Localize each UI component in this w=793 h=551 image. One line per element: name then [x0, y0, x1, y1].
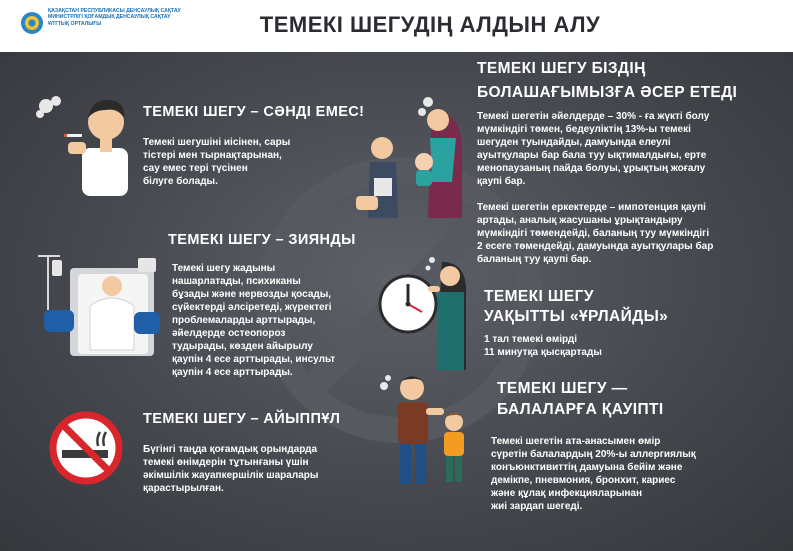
- children-heading: [497, 378, 664, 420]
- children-text: Темекі шегетін ата-анасымен өмір сүретін балалардың 20%-ы аллергиялық конъюнктивиттің дамуына бейім және демікпе, пневмония, бронхит, кариес және құлақ инфекцияларынан жиі зардап шегеді.: [491, 436, 696, 512]
- time-heading-line-2: УАҚЫТТЫ «ҰРЛАЙДЫ»: [484, 308, 669, 325]
- future-women-text: Темекі шегетін әйелдерде – 30% - ға жүкті болу мүмкіндігі төмен, бедеуліктің 13%-ы темекі шегуден туындайды, дамуында елеулі ауытқулары бар бала туу ықтималдығы, ерте менопаузаның пайда болуы, ұрықтың жоғалу қаупі бар.: [477, 111, 710, 187]
- ministry-text: ҚАЗАҚСТАН РЕСПУБЛИКАСЫ ДЕНСАУЛЫҚ САҚТАУ МИНИСТРЛІГІ ҚОҒАМДЫҚ ДЕНСАУЛЫҚ САҚТАУ ҰЛТТЫҚ ОРТАЛЫҒЫ: [48, 8, 181, 27]
- children-heading-line-1: ТЕМЕКІ ШЕГУ —: [497, 380, 628, 397]
- harmful-heading: ТЕМЕКІ ШЕГУ – ЗИЯНДЫ: [168, 232, 356, 248]
- father-child-illustration: [374, 370, 480, 490]
- no-smoking-icon: [48, 410, 124, 486]
- not-fashion-heading: ТЕМЕКІ ШЕГУ – СӘНДІ ЕМЕС!: [143, 104, 365, 120]
- pregnant-woman-family-illustration: [352, 92, 470, 220]
- time-heading-line-1: ТЕМЕКІ ШЕГУ: [484, 288, 594, 305]
- time-heading: [484, 287, 668, 327]
- future-heading: [477, 57, 737, 105]
- not-fashion-text: Темекі шегушіні иісінен, сары тістері мен тырнақтарынан, сау емес тері түсінен білуге болады.: [143, 137, 291, 187]
- future-heading-line-2: БОЛАШАҒЫМЫЗҒА ӘСЕР ЕТЕДІ: [477, 84, 738, 101]
- harmful-text: Темекі шегу жадыны нашарлатады, психиканы бұзады және нервозды қосады, сүйектерді әлсіретеді, жүректегі проблемаларды арттырады, әйелдерде остеопороз тудырады, көзден айырылу қаупін 4 есе арттырады, инсульт қаупін 4 есе арттырады.: [172, 263, 336, 378]
- fine-heading: ТЕМЕКІ ШЕГУ – АЙЫППҰЛ: [143, 411, 341, 427]
- future-heading-line-1: ТЕМЕКІ ШЕГУ БІЗДІҢ: [477, 60, 646, 77]
- children-heading-line-2: БАЛАЛАРҒА ҚАУІПТІ: [497, 401, 664, 418]
- page-title: ТЕМЕКІ ШЕГУДІҢ АЛДЫН АЛУ: [259, 12, 601, 37]
- fine-text: Бүгінгі таңда қоғамдық орындарда темекі өнімдерін тұтынғаны үшін әкімшілік жауапкершілік шаралары қарастырылған.: [143, 444, 319, 494]
- emblem-icon: [20, 9, 44, 39]
- smoking-man-illustration: [32, 88, 132, 198]
- hospital-patient-illustration: [30, 250, 162, 360]
- clock-woman-illustration: [378, 256, 474, 372]
- future-men-text: Темекі шегетін еркектерде – импотенция қаупі артады, аналық жасушаны ұрықтандыру мүмкіндігі төмендейді, баланың туу мүмкіндігі 2 есеге төмендейді, дамуында ауытқулары бар баланың туу қаупі бар.: [477, 202, 714, 265]
- time-text: 1 тал темекі өмірді 11 минутқа қысқартады: [484, 334, 602, 358]
